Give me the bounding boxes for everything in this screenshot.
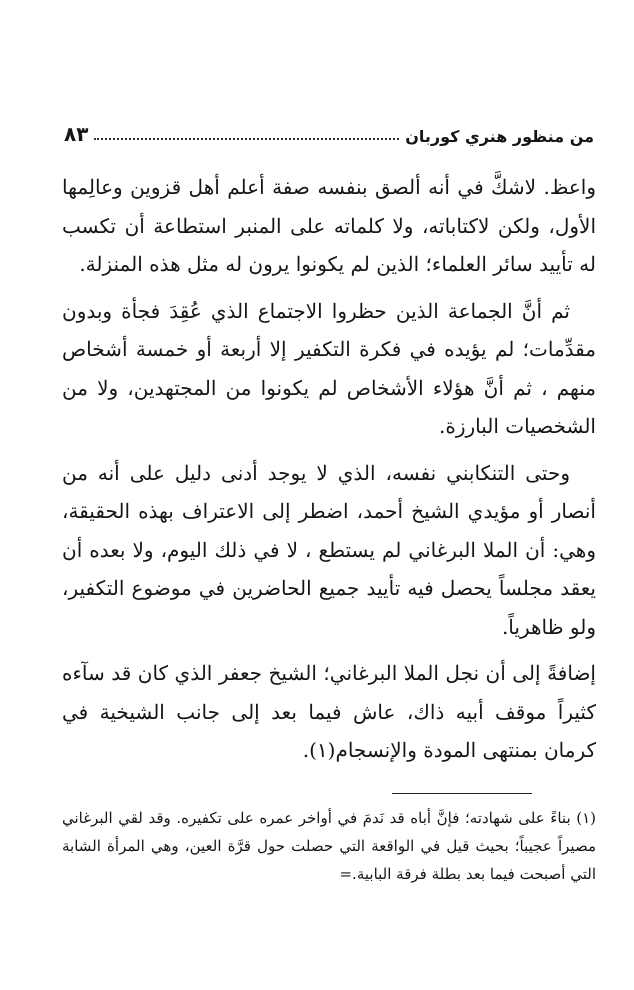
paragraph-4: إضافةً إلى أن نجل الملا البرغاني؛ الشيخ جعفر الذي كان قد سآءه كثيراً موقف أبيه ذاك، عاش فيما بعد إلى جانب الشيخية في كرمان بمنتهى المودة والإنسجام(١). [62, 661, 596, 762]
footnote-separator [392, 793, 532, 794]
running-head [64, 116, 594, 146]
running-head-leader-dots [94, 138, 399, 140]
body-text [62, 168, 596, 778]
footnote: (١) بناءً على شهادته؛ فإنَّ أباه قد نَدمَ في أواخر عمره على تكفيره. وقد لقي البرغاني مصيراً عجيباً؛ بحيث قيل في الواقعة التي حصلت حول قرَّة العين، وهي المرأة الشابة التي أصبحت فيما بعد بطلة فرقة البابية.= [62, 809, 596, 883]
paragraph-3: وحتى التنكابني نفسه، الذي لا يوجد أدنى دليل على أنه من أنصار أو مؤيدي الشيخ أحمد، اضطر إلى الاعتراف بهذه الحقيقة، وهي: أن الملا البرغاني لم يستطع ، لا في ذلك اليوم، ولا بعده أن يعقد مجلساً يحصل فيه تأييد جميع الحاضرين في موضوع التكفير، ولو ظاهرياً. [62, 460, 596, 639]
paragraph-2: ثم أنَّ الجماعة الذين حظروا الاجتماع الذي عُقِدَ فجأة وبدون مقدِّمات؛ لم يؤيده في فكرة التكفير إلا أربعة أو خمسة أشخاص منهم ، ثم أنَّ هؤلاء الأشخاص لم يكونوا من المجتهدين، ولا من الشخصيات البارزة. [62, 298, 596, 438]
page-number: ٨٣ [64, 122, 89, 146]
running-head-title: من منظور هنري كوربان [405, 127, 594, 146]
paragraph-1: واعظ. لاشكَّ في أنه ألصق بنفسه صفة أعلم أهل قزوين وعالِمها الأول، ولكن لاكتاباته، ولا كلماته على المنبر استطاعة أن تكسب له تأييد سائر العلماء؛ الذين لم يكونوا يرون له مثل هذه المنزلة. [62, 175, 597, 276]
